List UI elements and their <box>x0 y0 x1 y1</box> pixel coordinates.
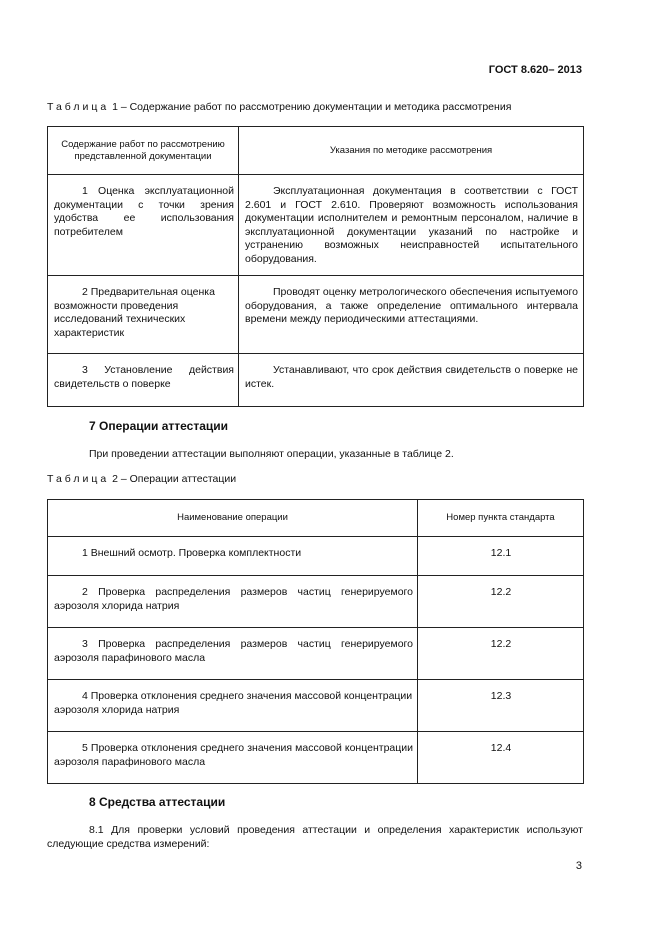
table2-row5-operation: 5 Проверка отклонения среднего значения массовой концентрации аэрозоля парафинового масла <box>48 732 418 784</box>
table2-row2-clause: 12.2 <box>418 576 584 628</box>
table1-row2-method: Проводят оценку метрологического обеспечения испытуемого оборудования, а также определение оптимального интервала времени между периодическими аттестациями. <box>239 276 584 354</box>
page-number: 3 <box>575 860 582 872</box>
table1-row1-work: 1 Оценка эксплуатационной документации с точки зрения удобства ее использования потребителем <box>48 175 239 276</box>
table-row <box>48 732 584 784</box>
table2-row3-clause: 12.2 <box>418 628 584 680</box>
table-row <box>48 680 584 732</box>
table-certification-operations <box>47 499 584 784</box>
section8-paragraph: 8.1 Для проверки условий проведения аттестации и определения характеристик используют следующие средства измерений: <box>47 824 583 850</box>
table2-header-clause: Номер пункта стандарта <box>418 500 584 537</box>
table1-caption-text: 1 – Содержание работ по рассмотрению документации и методика рассмотрения <box>109 101 512 113</box>
table1-header-method: Указания по методике рассмотрения <box>239 127 584 175</box>
table-row <box>48 537 584 576</box>
table2-row4-operation: 4 Проверка отклонения среднего значения массовой концентрации аэрозоля хлорида натрия <box>48 680 418 732</box>
section7-heading: 7 Операции аттестации <box>89 419 229 433</box>
table2-row5-clause: 12.4 <box>418 732 584 784</box>
table-row <box>48 276 584 354</box>
table-row <box>48 628 584 680</box>
table1-caption-word: Таблица <box>47 101 110 113</box>
table1-caption <box>47 101 511 113</box>
table2-row1-clause: 12.1 <box>418 537 584 576</box>
table-row <box>48 354 584 407</box>
table1-row1-method: Эксплуатационная документация в соответствии с ГОСТ 2.601 и ГОСТ 2.610. Проверяют возможность использования документации исполнителем и ремонтным персоналом, наличие в эксплуатационной документации указаний по настройке и устранению возможных неисправностей испытательного оборудования. <box>239 175 584 276</box>
table2-row3-operation: 3 Проверка распределения размеров частиц генерируемого аэрозоля парафинового масла <box>48 628 418 680</box>
table-work-review <box>47 126 584 407</box>
section7-paragraph: При проведении аттестации выполняют операции, указанные в таблице 2. <box>89 448 454 460</box>
table2-row4-clause: 12.3 <box>418 680 584 732</box>
table-row <box>48 576 584 628</box>
table2-caption-word: Таблица <box>47 473 110 485</box>
table2-caption-text: 2 – Операции аттестации <box>109 473 237 485</box>
section8-heading: 8 Средства аттестации <box>89 795 226 809</box>
table1-row2-work: 2 Предварительная оценка возможности проведения исследований технических характеристик <box>48 276 239 354</box>
standard-code-header: ГОСТ 8.620– 2013 <box>488 64 582 76</box>
table2-header-operation: Наименование операции <box>48 500 418 537</box>
table1-row3-method: Устанавливают, что срок действия свидетельств о поверке не истек. <box>239 354 584 407</box>
table2-row2-operation: 2 Проверка распределения размеров частиц генерируемого аэрозоля хлорида натрия <box>48 576 418 628</box>
table2-caption <box>47 473 236 485</box>
table1-header-work: Содержание работ по рассмотрению представленной документации <box>48 127 239 175</box>
table2-row1-operation: 1 Внешний осмотр. Проверка комплектности <box>48 537 418 576</box>
table-row <box>48 175 584 276</box>
table1-row3-work: 3 Установление действия свидетельств о поверке <box>48 354 239 407</box>
